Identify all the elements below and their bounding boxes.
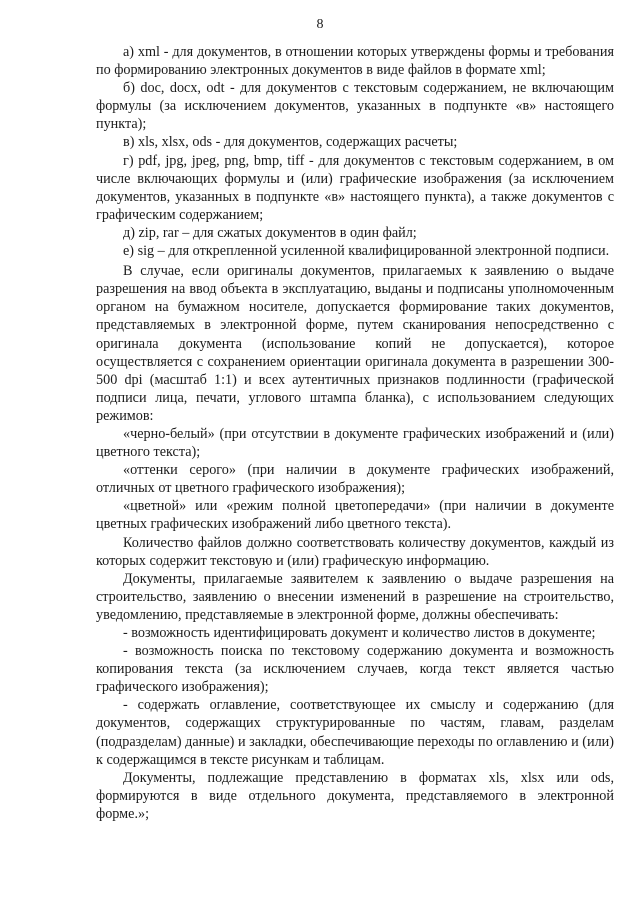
paragraph-requirement-search: - возможность поиска по текстовому содержанию документа и возможность копирования текста (за исключением случаев, когда текст является частью графического изображения); — [96, 643, 614, 696]
paragraph-format-xls: в) xls, xlsx, ods - для документов, содержащих расчеты; — [123, 134, 458, 151]
paragraph-requirement-identify: - возможность идентифицировать документ и количество листов в документе; — [123, 625, 596, 641]
paragraph-format-doc: б) doc, docx, odt - для документов с текстовым содержанием, не включающим формулы (за исключением документов, указанных в подпункте «в» настоящего пункта); — [96, 80, 614, 133]
paragraph-scanning-rules: В случае, если оригиналы документов, прилагаемых к заявлению о выдаче разрешения на ввод объекта в эксплуатацию, выданы и подписаны уполномоченным органом на бумажном носителе, допускается формирование таких документов, представляемых в электронной форме, путем сканирования непосредственно с оригинала документа (использование копий не допускается), которое осуществляется с сохранением ориентации оригинала документа в разрешении 300-500 dpi (масштаб 1:1) и всех аутентичных признаков подлинности (графической подписи лица, печати, углового штампа бланка), с использованием следующих режимов: — [96, 263, 614, 424]
paragraph-format-sig: е) sig – для открепленной усиленной квалифицированной электронной подписи. — [123, 243, 610, 260]
page-number: 8 — [316, 17, 324, 32]
paragraph-mode-color: «цветной» или «режим полной цветопередачи» (при наличии в документе цветных графических изображений либо цветного текста). — [96, 498, 614, 533]
paragraph-mode-grayscale: «оттенки серого» (при наличии в документе графических изображений, отличных от цветного графического изображения); — [96, 462, 614, 497]
paragraph-format-pdf: г) pdf, jpg, jpeg, png, bmp, tiff - для документов с текстовым содержанием, в ом числе включающих формулы и (или) графические изображения (за исключением документов, указанных в подпункте «в» настоящего пункта), а также документов с графическим содержанием; — [96, 152, 614, 223]
paragraph-file-count: Количество файлов должно соответствовать количеству документов, каждый из которых содержит текстовую и (или) графическую информацию. — [96, 534, 614, 569]
paragraph-format-xml: а) xml - для документов, в отношении которых утверждены формы и требования по формированию электронных документов в виде файлов в формате xml; — [96, 44, 614, 79]
document-body — [96, 43, 614, 823]
paragraph-requirement-toc: - содержать оглавление, соответствующее их смыслу и содержанию (для документов, содержащих структурированные по частям, главам, разделам (подразделам) данные) и закладки, обеспечивающие переходы по оглавлению и (или) к содержащимся в тексте рисункам и таблицам. — [96, 697, 614, 768]
paragraph-spreadsheet-docs: Документы, подлежащие представлению в форматах xls, xlsx или ods, формируются в виде отдельного документа, представляемого в электронной форме.»; — [96, 769, 614, 822]
paragraph-requirements-intro: Документы, прилагаемые заявителем к заявлению о выдаче разрешения на строительство, заявлению о внесении изменений в разрешение на строительство, уведомлению, представляемые в электронной форме, должны обеспечивать: — [96, 570, 614, 623]
paragraph-format-zip: д) zip, rar – для сжатых документов в один файл; — [123, 224, 417, 241]
paragraph-mode-black-white: «черно-белый» (при отсутствии в документе графических изображений и (или) цветного текста); — [96, 425, 614, 461]
